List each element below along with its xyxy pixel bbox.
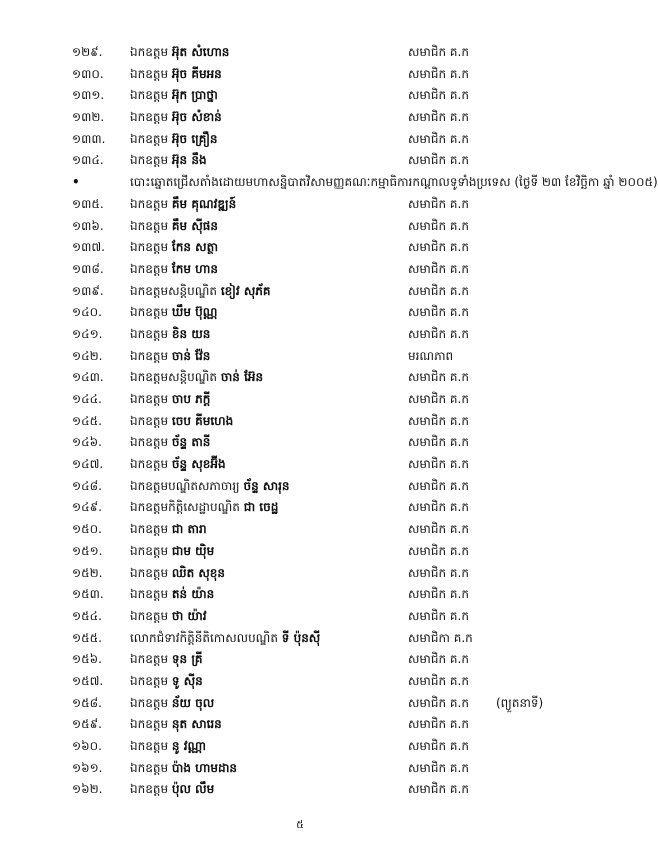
item-prefix: ឯកឧត្តម	[130, 457, 169, 472]
item-name: ជា តារា	[171, 522, 207, 537]
item-role: សមាជិក គ.ក	[408, 543, 469, 558]
list-item	[0, 411, 600, 433]
item-prefix: ឯកឧត្តម	[130, 782, 169, 797]
item-title	[130, 237, 218, 259]
item-name: ចាន់ អ៊ែន	[220, 370, 264, 385]
item-name: អ៊ុច សំខាន់	[171, 110, 222, 125]
item-name: ឃឹម ប៊ុណ្ណ	[171, 305, 218, 320]
item-name: អ៊ុក ប្រាថ្នា	[171, 88, 218, 103]
list-item	[0, 606, 600, 628]
item-title	[130, 563, 225, 585]
list-item	[0, 693, 600, 715]
item-name: ន័យ ចុល	[171, 695, 215, 710]
item-prefix: ឯកឧត្តម	[130, 587, 169, 602]
item-name: ទូ ស៊ីន	[171, 673, 203, 688]
item-name: ខិន យន	[171, 326, 211, 341]
item-number: ១៤០.	[72, 305, 102, 320]
item-role: សមាជិក គ.ក	[408, 240, 469, 255]
item-prefix: ឯកឧត្តម	[130, 348, 169, 363]
item-role: សមាជិក គ.ក	[408, 326, 469, 341]
item-title	[130, 42, 229, 64]
member-list	[0, 42, 658, 801]
item-title	[130, 497, 278, 519]
item-role: សមាជិក គ.ក	[408, 110, 469, 125]
item-title	[130, 281, 271, 303]
page-number: ៥	[296, 818, 304, 831]
item-name: ប៉ាង ហាមដាន	[171, 760, 238, 775]
item-number: ១៤៥.	[72, 413, 102, 428]
item-role: សមាជិក គ.ក	[408, 695, 469, 710]
list-item	[0, 584, 600, 606]
item-role: សមាជិក គ.ក	[408, 608, 469, 623]
list-item	[0, 367, 600, 389]
item-prefix: ឯកឧត្តម	[130, 45, 169, 59]
list-item	[0, 42, 600, 64]
list-item	[0, 714, 600, 736]
item-role: សមាជិក គ.ក	[408, 760, 469, 775]
item-title	[130, 324, 210, 346]
item-prefix: ឯកឧត្តម	[130, 608, 169, 623]
item-number: ១៣៧.	[72, 240, 105, 255]
item-title	[130, 107, 222, 129]
item-number: ១៥៣.	[72, 587, 104, 602]
item-prefix: លោកជំទាវកិត្តិនីតិកោសលបណ្ឌិត	[130, 630, 278, 645]
item-number: ១៥១.	[72, 543, 103, 558]
item-number: ១៥៥.	[72, 630, 102, 645]
list-item	[0, 302, 600, 324]
item-title	[130, 346, 210, 368]
list-item	[0, 432, 600, 454]
item-role: សមាជិក គ.ក	[408, 370, 469, 385]
list-item	[0, 259, 600, 281]
item-name: ចាប ភក្តី	[171, 392, 211, 406]
item-name: អ៊ុច គ្រឿន	[171, 131, 218, 146]
item-role: សមាជិក គ.ក	[408, 196, 469, 211]
item-role: សមាជិក គ.ក	[408, 565, 469, 580]
item-number: ១៣១.	[72, 88, 105, 103]
item-prefix: ឯកឧត្តម	[130, 326, 169, 341]
item-prefix: ឯកឧត្តម	[130, 218, 169, 233]
item-title	[130, 671, 203, 693]
item-title	[130, 129, 218, 151]
item-role: សមាជិក គ.ក	[408, 153, 469, 168]
item-role: សមាជិក គ.ក	[408, 478, 469, 493]
item-number: ១៣៥.	[72, 196, 104, 211]
item-number: ១៥៧.	[72, 673, 104, 688]
item-prefix: ឯកឧត្តម	[130, 565, 169, 580]
item-title	[130, 150, 207, 172]
list-item	[0, 563, 600, 585]
item-title	[130, 693, 214, 715]
item-name: ទី ប៉ុនស៊ី	[281, 630, 321, 645]
item-number: ១៥៦.	[72, 652, 102, 667]
item-number: ១៦០.	[72, 739, 102, 753]
item-number: ១៣៦.	[72, 218, 104, 233]
item-prefix: ឯកឧត្តម	[130, 717, 169, 732]
list-item	[0, 541, 600, 563]
item-title	[130, 259, 218, 281]
item-prefix: ឯកឧត្តមសន្តិបណ្ឌិត	[130, 283, 218, 298]
item-title	[130, 411, 233, 433]
list-item	[0, 85, 600, 107]
item-role: សមាជិក គ.ក	[408, 283, 469, 298]
list-item	[0, 194, 600, 216]
item-name: ជា ចេដ្ឋ	[243, 500, 279, 515]
list-item	[0, 346, 600, 368]
item-title	[130, 584, 214, 606]
item-name: ចាន់ វ៉ែន	[171, 348, 211, 363]
item-number: ១៥០.	[72, 522, 102, 537]
item-name: ច័ន្ទ សុខអ៊ីង	[171, 457, 226, 472]
item-prefix: ឯកឧត្តម	[130, 131, 169, 146]
item-prefix: ឯកឧត្តម	[130, 543, 169, 558]
item-number: ១៣៤.	[72, 153, 104, 168]
list-item	[0, 476, 600, 498]
list-item	[0, 237, 600, 259]
item-number: ១៣០.	[72, 66, 104, 81]
item-title	[130, 628, 320, 650]
item-number: ១៤៣.	[72, 370, 104, 385]
item-number: ១៣៣.	[72, 131, 106, 146]
item-name: កែម ហាន	[171, 261, 218, 276]
item-prefix: ឯកឧត្តម	[130, 435, 169, 450]
item-role: សមាជិកា គ.ក	[408, 630, 473, 645]
list-item	[0, 64, 600, 86]
item-role: សមាជិក គ.ក	[408, 522, 469, 537]
item-prefix: ឯកឧត្តម	[130, 110, 169, 125]
list-item	[0, 389, 600, 411]
list-item	[0, 454, 600, 476]
item-title	[130, 649, 203, 671]
item-role: សមាជិក គ.ក	[408, 782, 469, 797]
item-name: ខៀវ សុភ័គ	[220, 283, 271, 298]
item-title	[130, 432, 210, 454]
list-item	[0, 671, 600, 693]
item-prefix: ឯកឧត្តមសន្តិបណ្ឌិត	[130, 370, 218, 385]
item-role: សមាជិក គ.ក	[408, 88, 469, 103]
item-name: ចេប គីមហេង	[171, 413, 234, 428]
item-prefix: ឯកឧត្តម	[130, 652, 169, 667]
list-item	[0, 497, 600, 519]
item-role: មរណភាព	[408, 348, 454, 363]
item-prefix: ឯកឧត្តម	[130, 153, 169, 168]
item-prefix: ឯកឧត្តម	[130, 66, 169, 81]
item-role: សមាជិក គ.ក	[408, 717, 469, 732]
item-prefix: ឯកឧត្តម	[130, 392, 169, 406]
item-number: ១៥២.	[72, 565, 103, 580]
item-note: (ព្យួតនាទី)	[496, 695, 544, 710]
item-title	[130, 476, 290, 498]
item-role: សមាជិក គ.ក	[408, 673, 469, 688]
section-header-text: បោះឆ្នោតជ្រើសតាំងដោយមហាសន្និបាតវិសាមញ្ញគណៈកម្មាធិការកណ្តាលទូទាំងប្រទេស (ថ្ងៃទី ២៣ ខែវិច្ឆិកា ឆ្នាំ ២០០៥)	[130, 175, 658, 190]
item-prefix: ឯកឧត្តម	[130, 522, 169, 537]
item-role: សមាជិក គ.ក	[408, 435, 469, 450]
item-name: គឹម គុណវឌ្ឍន៍	[171, 196, 237, 211]
list-item	[0, 150, 600, 172]
item-name: អ៊ុច គីមអន	[171, 66, 222, 81]
item-prefix: ឯកឧត្តម	[130, 88, 169, 103]
item-number: ១៣២.	[72, 110, 105, 125]
item-prefix: ឯកឧត្តម	[130, 305, 169, 320]
item-role: សមាជិក គ.ក	[408, 392, 469, 406]
item-name: អ៊ុន នឹង	[171, 153, 207, 168]
item-name: នូ វណ្ណា	[171, 739, 206, 753]
item-title	[130, 779, 214, 801]
item-name: ច័ន្ទ សារុន	[243, 478, 290, 493]
list-item	[0, 649, 600, 671]
item-title	[130, 194, 236, 216]
list-item	[0, 324, 600, 346]
list-item	[0, 107, 600, 129]
item-name: នុត សារេន	[171, 717, 222, 732]
item-number: ១៥៤.	[72, 608, 102, 623]
item-title	[130, 541, 214, 563]
list-item	[0, 758, 600, 780]
list-item	[0, 628, 600, 650]
item-number: ១៣៩.	[72, 283, 104, 298]
item-title	[130, 85, 218, 107]
item-prefix: ឯកឧត្តមកិត្តិសេដ្ឋាបណ្ឌិត	[130, 500, 240, 515]
item-title	[130, 736, 206, 758]
item-number: ១៤៦.	[72, 435, 102, 450]
item-role: សមាជិក គ.ក	[408, 500, 469, 515]
item-role: សមាជិក គ.ក	[408, 45, 469, 59]
item-prefix: ឯកឧត្តម	[130, 413, 169, 428]
item-title	[130, 389, 210, 411]
item-number: ១៤៩.	[72, 500, 102, 515]
list-item	[0, 129, 600, 151]
item-title	[130, 758, 237, 780]
item-title	[130, 64, 222, 86]
item-name: ថា យ៉ាវ	[171, 608, 207, 623]
item-prefix: ឯកឧត្តម	[130, 739, 169, 753]
item-prefix: ឯកឧត្តម	[130, 673, 169, 688]
section-header	[0, 172, 658, 194]
item-number: ១៤៧.	[72, 457, 104, 472]
item-prefix: ឯកឧត្តម	[130, 261, 169, 276]
item-name: ប៉ុល លឹម	[171, 782, 215, 797]
item-title	[130, 519, 207, 541]
item-role: សមាជិក គ.ក	[408, 652, 469, 667]
item-title	[130, 606, 207, 628]
item-number: ១៣៨.	[72, 261, 104, 276]
list-item	[0, 779, 600, 801]
item-number: ១៤៤.	[72, 392, 102, 406]
list-item	[0, 736, 600, 758]
item-role: សមាជិក គ.ក	[408, 218, 469, 233]
item-name: គឹម ស៊ីផន	[171, 218, 218, 233]
item-role: សមាជិក គ.ក	[408, 131, 469, 146]
item-title	[130, 367, 263, 389]
item-role: សមាជិក គ.ក	[408, 305, 469, 320]
item-name: តន់ យ៉ាន	[171, 587, 215, 602]
item-number: ១៤៨.	[72, 478, 102, 493]
item-name: ទុន គ្រី	[171, 652, 203, 667]
item-name: កែន សត្ថា	[171, 240, 218, 255]
item-name: ច័ន្ទ តានី	[171, 435, 211, 450]
item-name: ឈិត សុខុន	[171, 565, 226, 580]
item-title	[130, 302, 217, 324]
item-title	[130, 454, 226, 476]
item-role: សមាជិក គ.ក	[408, 261, 469, 276]
item-role: សមាជិក គ.ក	[408, 587, 469, 602]
item-number: ១៤២.	[72, 348, 103, 363]
item-role: សមាជិក គ.ក	[408, 739, 469, 753]
item-prefix: ឯកឧត្តម	[130, 695, 169, 710]
item-prefix: ឯកឧត្តមបណ្ឌិតសភាចារ្យ	[130, 478, 240, 493]
item-title	[130, 216, 218, 238]
item-role: សមាជិក គ.ក	[408, 413, 469, 428]
item-name: អ៊ុត សំហោន	[171, 45, 230, 59]
item-name: ជាម យ៉ិម	[171, 543, 215, 558]
item-role: សមាជិក គ.ក	[408, 457, 469, 472]
item-number: ១៤១.	[72, 326, 103, 341]
item-prefix: ឯកឧត្តម	[130, 760, 169, 775]
item-role: សមាជិក គ.ក	[408, 66, 469, 81]
bullet-icon: •	[72, 175, 80, 190]
list-item	[0, 216, 600, 238]
list-item	[0, 281, 600, 303]
item-title	[130, 714, 222, 736]
item-number: ១៥៩.	[72, 717, 102, 732]
item-number: ១៦១.	[72, 760, 103, 775]
item-prefix: ឯកឧត្តម	[130, 196, 169, 211]
list-item	[0, 519, 600, 541]
item-number: ១៦២.	[72, 782, 103, 797]
item-number: ១៥៨.	[72, 695, 102, 710]
item-number: ១២៩.	[72, 45, 103, 59]
item-prefix: ឯកឧត្តម	[130, 240, 169, 255]
